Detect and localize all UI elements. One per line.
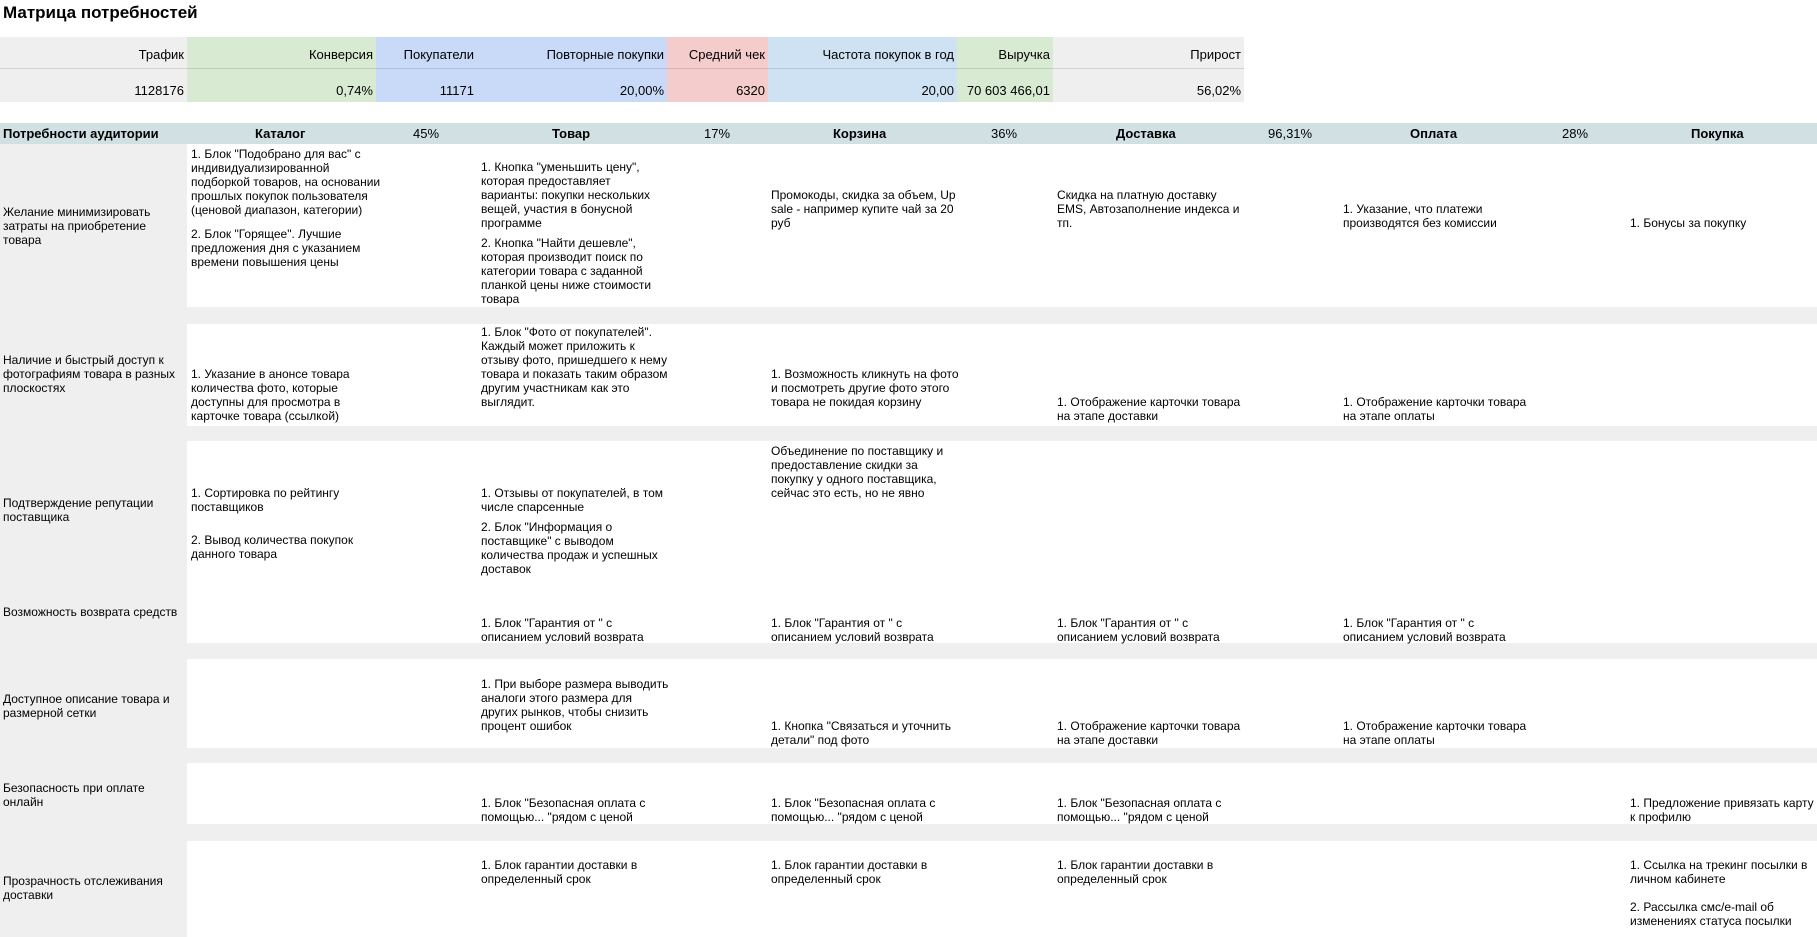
matrix-cell	[771, 616, 961, 644]
cell-item: 1. Возможность кликнуть на фото и посмотреть другие фото этого товара не покидая корзину	[771, 367, 959, 409]
matrix-cell	[771, 444, 961, 500]
metric-growth	[1053, 37, 1244, 102]
cell-item: 1. Отображение карточки товара на этапе оплаты	[1343, 719, 1527, 747]
matrix-cell	[1343, 395, 1533, 423]
cell-item: 1. Блок "Гарантия от " с описанием условий возврата	[1057, 616, 1220, 644]
matrix-cell	[1630, 858, 1815, 928]
matrix-cell	[1630, 796, 1817, 824]
need-label: Подтверждение репутации поставщика	[3, 496, 154, 524]
cell-item: 1. Блок "Подобрано для вас" с индивидуализированной подборкой товаров, на основании прошлых покупок пользователя (ценовой диапазон, категории)	[191, 147, 381, 217]
metric-label: Трафик	[138, 47, 184, 62]
matrix-cell	[771, 719, 961, 747]
need-label: Безопасность при оплате онлайн	[3, 781, 145, 809]
metric-label: Конверсия	[308, 47, 373, 62]
row-separator	[0, 824, 1817, 841]
cell-item: 2. Блок "Информация о поставщике" с выводом количества продаж и успешных доставок	[481, 520, 658, 576]
matrix-cell	[1343, 202, 1533, 230]
metric-label: Прирост	[1190, 47, 1241, 62]
header-stage-percent: 17%	[704, 126, 731, 141]
matrix-cell	[1630, 216, 1817, 230]
header-stage-product: Товар	[552, 126, 591, 141]
cell-item: 1. Ссылка на трекинг посылки в личном кабинете	[1630, 858, 1808, 886]
header-stage-catalog: Каталог	[255, 126, 306, 141]
metric-label: Покупатели	[403, 47, 474, 62]
cell-item: 1. Отображение карточки товара на этапе доставки	[1057, 719, 1241, 747]
need-label: Желание минимизировать затраты на приобретение товара	[3, 205, 151, 247]
metric-revenue	[957, 37, 1053, 102]
metric-value: 11171	[439, 83, 474, 98]
cell-item: 2. Блок "Горящее". Лучшие предложения дня с указанием времени повышения цены	[191, 227, 361, 269]
matrix-cell	[1057, 395, 1247, 423]
cell-item: 2. Рассылка смс/e-mail об изменениях статуса посылки	[1630, 900, 1792, 928]
need-label: Доступное описание товара и размерной сетки	[3, 692, 170, 720]
metric-label: Выручка	[998, 47, 1050, 62]
metric-value: 0,74%	[336, 83, 373, 98]
metric-label: Частота покупок в год	[822, 47, 954, 62]
metric-purchase-frequency	[768, 37, 957, 102]
cell-item: Объединение по поставщику и предоставление скидки за покупку у одного поставщика, сейчас это есть, но не явно	[771, 444, 944, 500]
metric-label: Средний чек	[688, 47, 765, 62]
row-separator	[0, 748, 1817, 763]
metric-conversion	[187, 37, 376, 102]
header-stage-percent: 28%	[1562, 126, 1589, 141]
cell-item: 1. Указание, что платежи производятся без комиссии	[1343, 202, 1497, 230]
page-title: Матрица потребностей	[3, 3, 198, 22]
header-stage-percent: 36%	[991, 126, 1018, 141]
cell-item: 1. Блок "Гарантия от " с описанием условий возврата	[771, 616, 934, 644]
cell-item: 1. Отображение карточки товара на этапе доставки	[1057, 395, 1241, 423]
cell-item: 1. Бонусы за покупку	[1630, 216, 1747, 230]
cell-item: 1. Блок "Фото от покупателей". Каждый может приложить к отзыву фото, пришедшего к нему товара и показать таким образом другим участникам как это выглядит.	[481, 325, 668, 409]
cell-item: 1. Кнопка "Связаться и уточнить детали" под фото	[771, 719, 951, 747]
cell-item: Скидка на платную доставку EMS, Автозаполнение индекса и тп.	[1057, 188, 1240, 230]
cell-item: 1. Блок "Безопасная оплата с помощью... "рядом с ценой	[771, 796, 936, 824]
matrix-cell	[1343, 616, 1533, 644]
cell-item: 1. Блок "Безопасная оплата с помощью... "рядом с ценой	[1057, 796, 1222, 824]
cell-item: 1. При выборе размера выводить аналоги этого размера для других рынков, чтобы снизить процент ошибок	[481, 677, 669, 733]
matrix-cell	[1057, 616, 1247, 644]
cell-item: 1. Предложение привязать карту к профилю	[1630, 796, 1814, 824]
matrix-cell	[191, 367, 381, 423]
cell-item: Промокоды, скидка за объем, Up sale - например купите чай за 20 руб	[771, 188, 956, 230]
cell-item: 1. Указание в анонсе товара количества фото, которые доступны для просмотра в карточке товара (ссылкой)	[191, 367, 350, 423]
metric-traffic	[0, 37, 187, 102]
metric-buyers	[376, 37, 477, 102]
cell-item: 1. Блок гарантии доставки в определенный срок	[481, 858, 638, 886]
header-needs: Потребности аудитории	[3, 126, 159, 141]
metric-value: 6320	[736, 83, 765, 98]
cell-item: 1. Блок "Гарантия от " с описанием условий возврата	[1343, 616, 1506, 644]
metric-value: 70 603 466,01	[966, 83, 1050, 98]
need-label: Возможность возврата средств	[3, 605, 178, 619]
cell-item: 2. Вывод количества покупок данного товара	[191, 533, 354, 561]
matrix-cell	[771, 858, 961, 886]
metric-label: Повторные покупки	[546, 47, 664, 62]
matrix-cell	[481, 858, 671, 886]
matrix-cell	[481, 616, 671, 644]
row-separator	[0, 643, 1817, 659]
matrix-cell	[1057, 858, 1247, 886]
header-stage-purchase: Покупка	[1691, 126, 1744, 141]
need-label: Прозрачность отслеживания доставки	[3, 874, 163, 902]
cell-item: 2. Кнопка "Найти дешевле", которая производит поиск по категории товара с заданной планкой цены ниже стоимости товара	[481, 236, 652, 306]
matrix-cell	[771, 188, 961, 230]
matrix-cell	[481, 160, 671, 306]
matrix-cell	[1057, 188, 1247, 230]
header-stage-percent: 45%	[413, 126, 440, 141]
row-separator	[0, 426, 1817, 441]
matrix-header	[0, 123, 1817, 144]
matrix-cell	[481, 486, 671, 576]
cell-item: 1. Блок "Безопасная оплата с помощью... "рядом с ценой	[481, 796, 646, 824]
header-stage-payment: Оплата	[1410, 126, 1458, 141]
cell-item: 1. Кнопка "уменьшить цену", которая предоставляет варианты: покупки нескольких вещей, участия в бонусной программе	[481, 160, 651, 230]
header-stage-percent: 96,31%	[1268, 126, 1313, 141]
cell-item: 1. Блок гарантии доставки в определенный срок	[771, 858, 928, 886]
metrics-table	[0, 37, 1244, 102]
matrix-cell	[1057, 719, 1247, 747]
cell-item: 1. Отображение карточки товара на этапе оплаты	[1343, 395, 1527, 423]
needs-column-background	[0, 144, 187, 937]
matrix-cell	[191, 486, 381, 561]
matrix-cell	[481, 325, 671, 409]
metric-value: 1128176	[134, 83, 184, 98]
cell-item: 1. Сортировка по рейтингу поставщиков	[191, 486, 340, 514]
matrix-cell	[191, 147, 381, 269]
cell-item: 1. Блок гарантии доставки в определенный срок	[1057, 858, 1214, 886]
metric-average-check	[667, 37, 768, 102]
need-label: Наличие и быстрый доступ к фотографиям товара в разных плоскостях	[3, 353, 176, 395]
header-stage-cart: Корзина	[833, 126, 887, 141]
metric-value: 20,00	[921, 83, 954, 98]
metric-value: 20,00%	[619, 83, 664, 98]
matrix-cell	[771, 796, 961, 824]
cell-item: 1. Блок "Гарантия от " с описанием условий возврата	[481, 616, 644, 644]
matrix-cell	[481, 677, 671, 733]
metric-value: 56,02%	[1196, 83, 1241, 98]
matrix-cell	[1057, 796, 1247, 824]
matrix-cell	[1343, 719, 1533, 747]
cell-item: 1. Отзывы от покупателей, в том числе спарсенные	[481, 486, 664, 514]
matrix-cell	[481, 796, 671, 824]
matrix-cell	[771, 367, 961, 409]
header-stage-delivery: Доставка	[1116, 126, 1176, 141]
row-separator	[0, 307, 1817, 324]
metric-repeat-purchases	[477, 37, 667, 102]
